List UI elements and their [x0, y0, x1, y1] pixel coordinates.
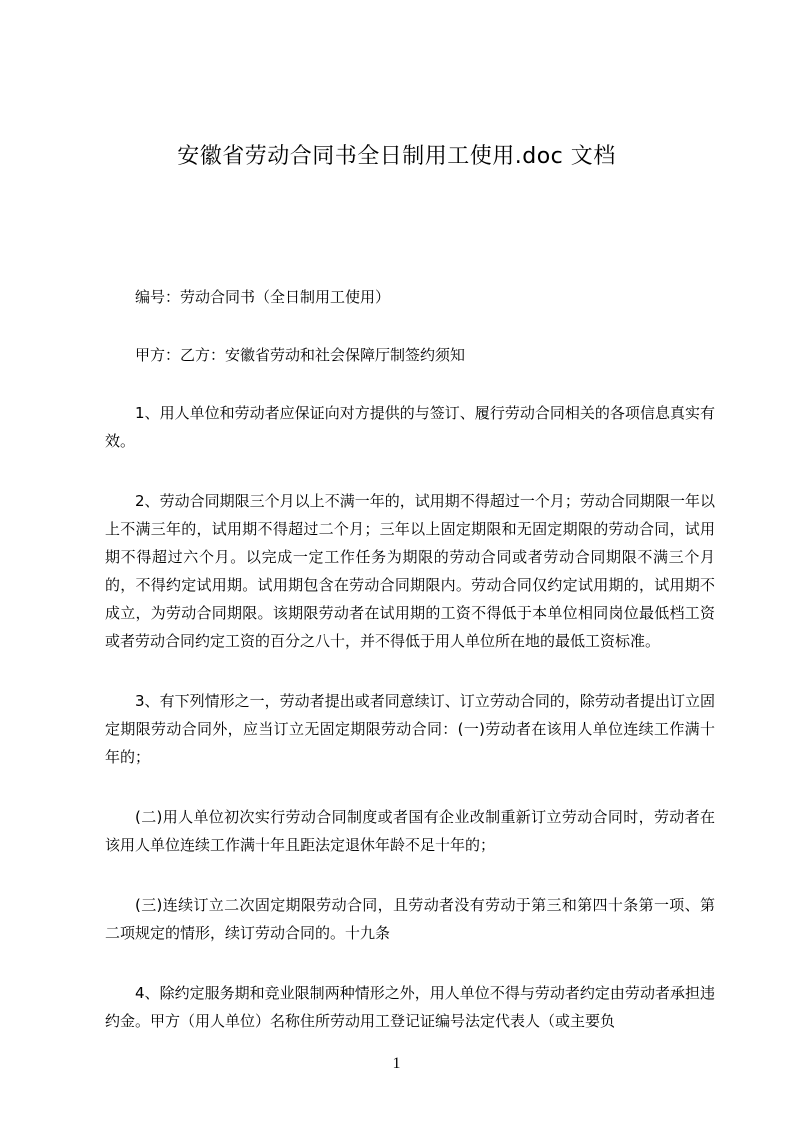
- paragraph-clause-2: 2、劳动合同期限三个月以上不满一年的，试用期不得超过一个月；劳动合同期限一年以上不满三年的，试用期不得超过二个月；三年以上固定期限和无固定期限的劳动合同，试用期不得超过六个月。以完成一定工作任务为期限的劳动合同或者劳动合同期限不满三个月的，不得约定试用期。试用期包含在劳动合同期限内。劳动合同仅约定试用期的，试用期不成立，为劳动合同期限。该期限劳动者在试用期的工资不得低于本单位相同岗位最低档工资或者劳动合同约定工资的百分之八十，并不得低于用人单位所在地的最低工资标准。: [105, 492, 715, 650]
- paragraph-parties: 甲方：乙方：安徽省劳动和社会保障厅制签约须知: [135, 346, 466, 364]
- page-number: 1: [392, 1055, 401, 1072]
- document-title: 安徽省劳动合同书全日制用工使用.doc 文档: [177, 144, 616, 169]
- paragraph-clause-4: 4、除约定服务期和竞业限制两种情形之外，用人单位不得与劳动者约定由劳动者承担违约金。甲方（用人单位）名称住所劳动用工登记证编号法定代表人（或主要负: [105, 984, 715, 1030]
- paragraph-clause-3: 3、有下列情形之一，劳动者提出或者同意续订、订立劳动合同的，除劳动者提出订立固定期限劳动合同外，应当订立无固定期限劳动合同：(一)劳动者在该用人单位连续工作满十年的；: [105, 692, 715, 766]
- paragraph-clause-3-item-3: (三)连续订立二次固定期限劳动合同，且劳动者没有劳动于第三和第四十条第一项、第二项规定的情形，续订劳动合同的。十九条: [105, 896, 715, 942]
- paragraph-clause-3-item-2: (二)用人单位初次实行劳动合同制度或者国有企业改制重新订立劳动合同时，劳动者在该用人单位连续工作满十年且距法定退休年龄不足十年的；: [105, 808, 715, 854]
- document-body: [105, 283, 715, 1067]
- paragraph-contract-number: 编号：劳动合同书（全日制用工使用）: [135, 288, 391, 306]
- paragraph-clause-1: 1、用人单位和劳动者应保证向对方提供的与签订、履行劳动合同相关的各项信息真实有效。: [105, 404, 715, 450]
